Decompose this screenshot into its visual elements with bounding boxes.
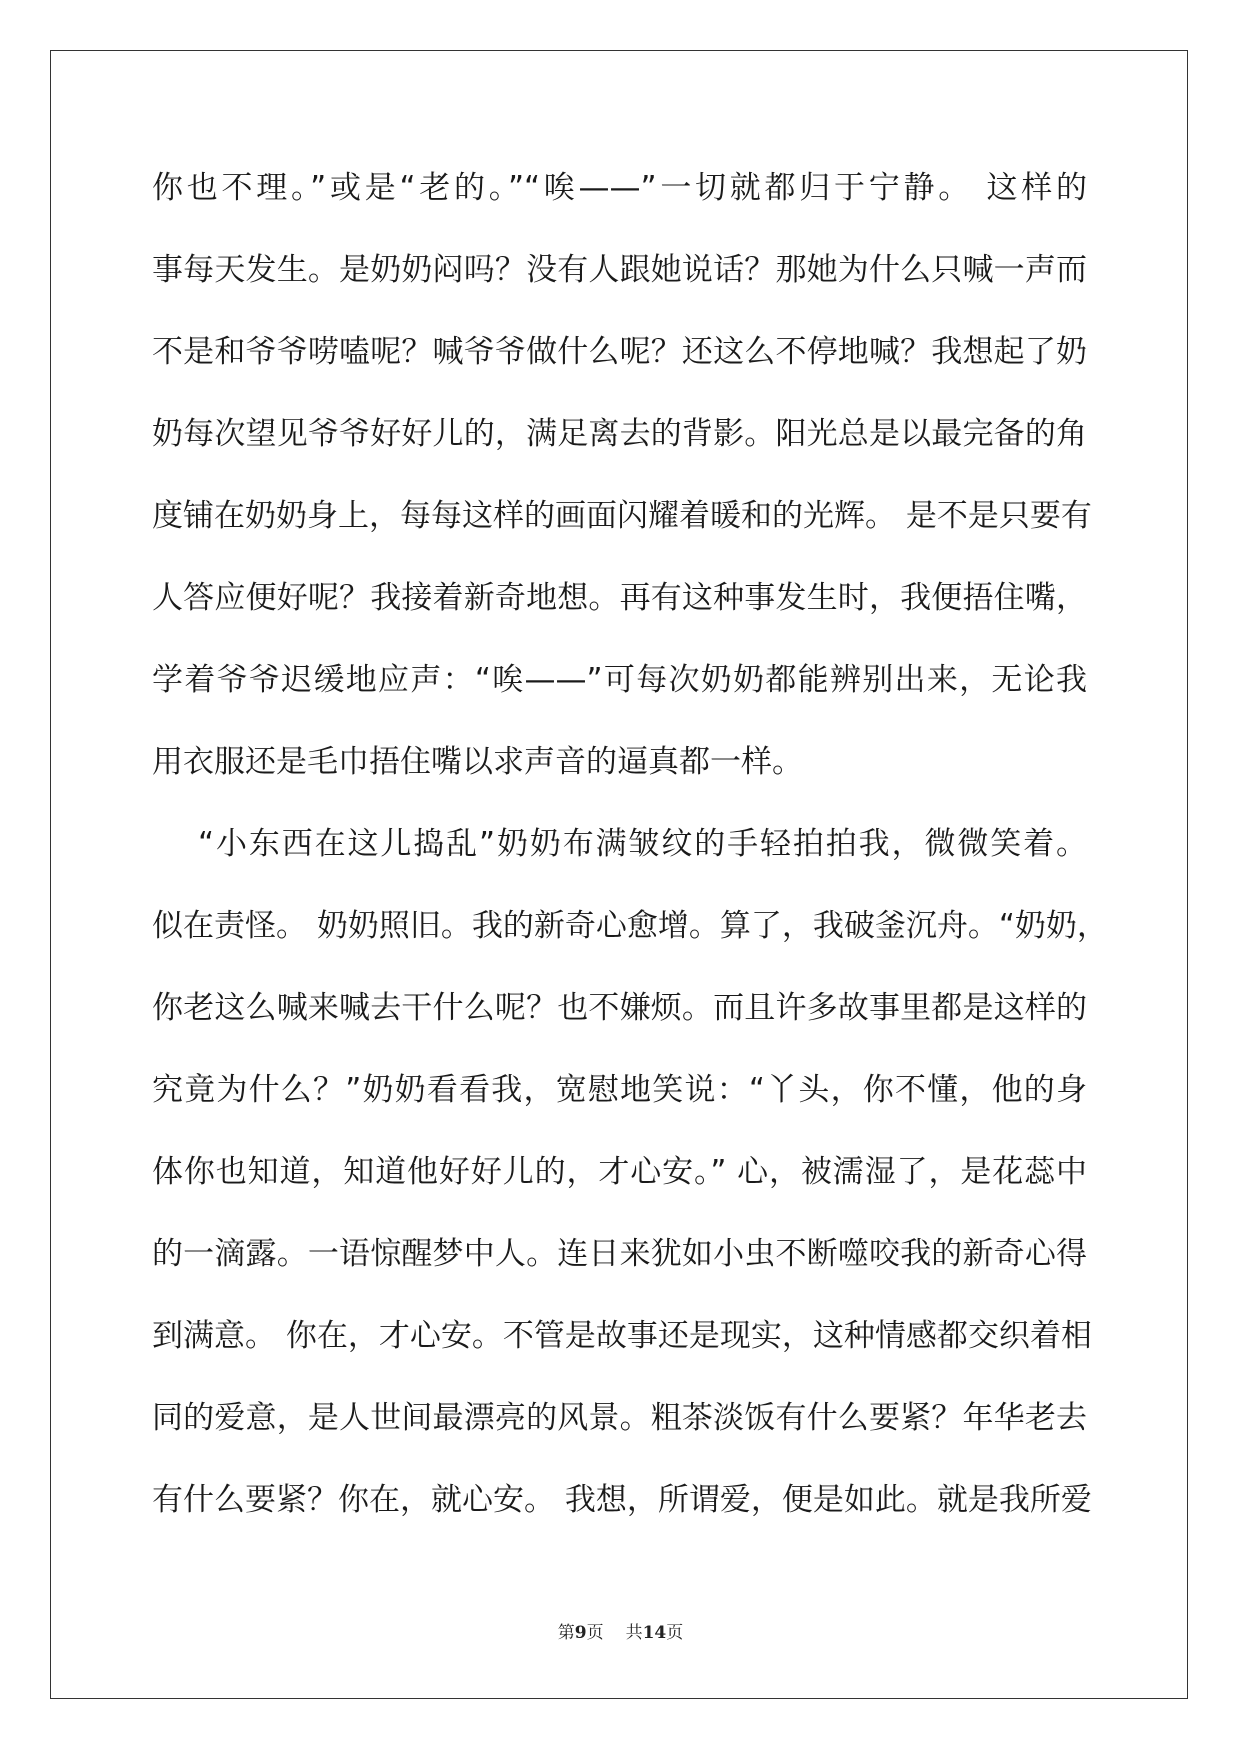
- text-line: 用衣服还是毛巾捂住嘴以求声音的逼真都一样。: [152, 744, 803, 780]
- page-number: 9: [574, 1623, 587, 1643]
- text-line: 似在责怪。 奶奶照旧。我的新奇心愈增。算了，我破釜沉舟。“奶奶，: [152, 908, 1108, 944]
- text-line: 你老这么喊来喊去干什么呢？也不嫌烦。而且许多故事里都是这样的: [152, 990, 1087, 1026]
- text-line: 体你也知道，知道他好好儿的，才心安。” 心，被濡湿了，是花蕊中: [152, 1154, 1087, 1190]
- total-prefix: 共: [625, 1623, 643, 1643]
- total-suffix: 页: [666, 1623, 684, 1643]
- page-suffix: 页: [586, 1623, 604, 1643]
- text-line: 学着爷爷迟缓地应声：“唉——”可每次奶奶都能辨别出来，无论我: [152, 662, 1087, 698]
- text-line: 你也不理。”或是“老的。”“唉——”一切就都归于宁静。 这样的: [152, 170, 1087, 206]
- document-body: [152, 160, 1108, 1554]
- total-pages: 14: [642, 1623, 667, 1643]
- text-line: 事每天发生。是奶奶闷吗？没有人跟她说话？那她为什么只喊一声而: [152, 252, 1087, 288]
- text-line: 同的爱意，是人世间最漂亮的风景。粗茶淡饭有什么要紧？年华老去: [152, 1400, 1087, 1436]
- page-footer: [0, 1618, 1241, 1643]
- page-prefix: 第: [557, 1623, 575, 1643]
- text-line-indented: “小东西在这儿捣乱”奶奶布满皱纹的手轻拍拍我，微微笑着。: [198, 826, 1087, 862]
- text-line: 不是和爷爷唠嗑呢？喊爷爷做什么呢？还这么不停地喊？我想起了奶: [152, 334, 1087, 370]
- text-line: 究竟为什么？”奶奶看看我，宽慰地笑说：“丫头，你不懂，他的身: [152, 1072, 1087, 1108]
- text-line: 的一滴露。一语惊醒梦中人。连日来犹如小虫不断噬咬我的新奇心得: [152, 1236, 1087, 1272]
- text-line: 度铺在奶奶身上，每每这样的画面闪耀着暖和的光辉。 是不是只要有: [152, 498, 1092, 534]
- text-line: 奶每次望见爷爷好好儿的，满足离去的背影。阳光总是以最完备的角: [152, 416, 1087, 452]
- text-line: 人答应便好呢？我接着新奇地想。再有这种事发生时，我便捂住嘴，: [152, 580, 1087, 616]
- text-line: 到满意。 你在，才心安。不管是故事还是现实，这种情感都交织着相: [152, 1318, 1092, 1354]
- text-line: 有什么要紧？你在，就心安。 我想，所谓爱，便是如此。就是我所爱: [152, 1482, 1092, 1518]
